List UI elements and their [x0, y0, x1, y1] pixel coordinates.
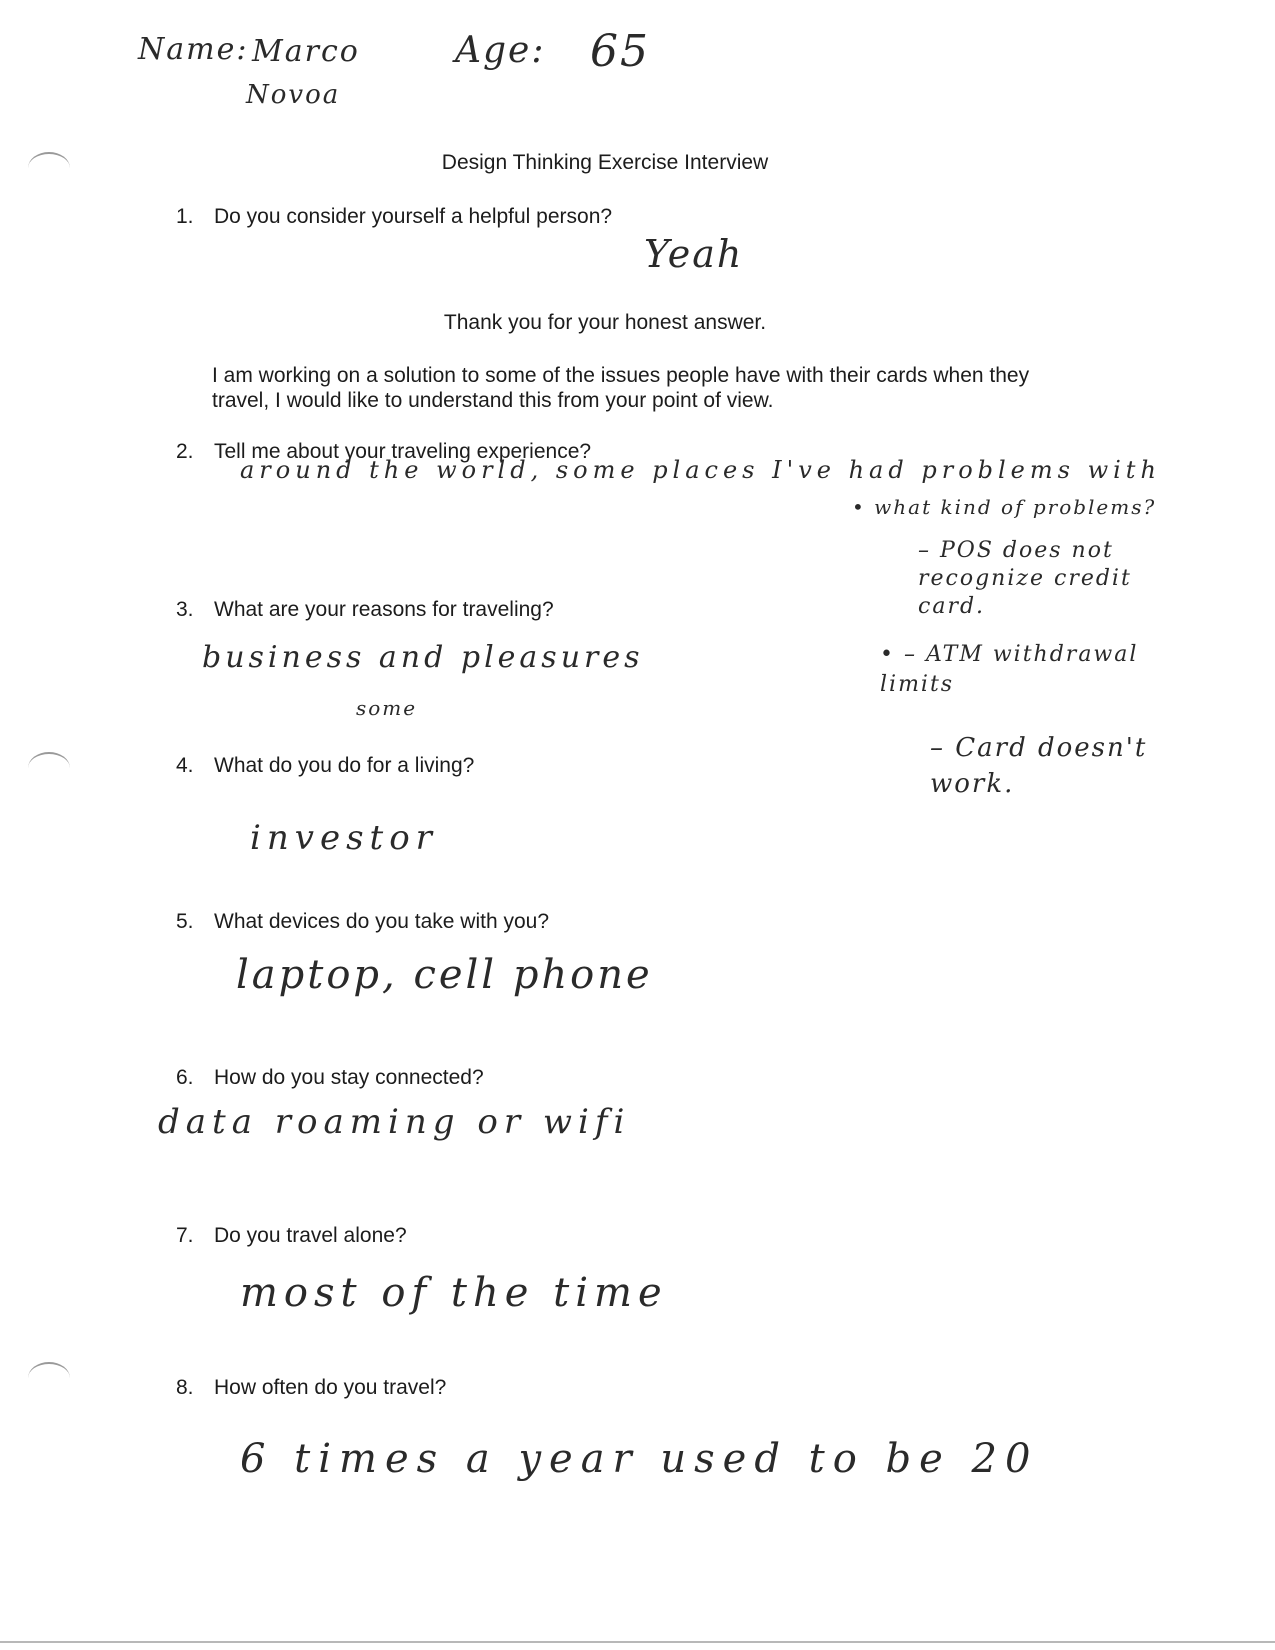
age-label: Age: — [455, 30, 546, 71]
answer-6: data roaming or wifi — [158, 1102, 631, 1142]
question-8 — [176, 1376, 446, 1400]
question-1 — [176, 205, 612, 229]
side-note-item: – Card doesn't work. — [930, 733, 1148, 799]
punch-hole-mark — [28, 1362, 70, 1394]
punch-hole-mark — [28, 752, 70, 784]
answer-8: 6 times a year used to be 20 — [240, 1436, 1039, 1482]
question-text: What devices do you take with you? — [214, 910, 550, 933]
question-number: 7. — [176, 1224, 194, 1247]
side-note-heading: • what kind of problems? — [852, 495, 1157, 519]
question-number: 3. — [176, 598, 194, 621]
intro-statement-line-2: travel, I would like to understand this from your point of view. — [212, 389, 774, 412]
answer-5: laptop, cell phone — [236, 952, 653, 998]
question-5 — [176, 910, 549, 934]
question-number: 6. — [176, 1066, 194, 1089]
intro-statement-line-1: I am working on a solution to some of the issues people have with their cards when they — [212, 364, 1030, 387]
answer-3: business and pleasures — [202, 640, 644, 675]
page-edge — [0, 1641, 1275, 1643]
answer-4: investor — [250, 818, 438, 858]
age-value: 65 — [590, 26, 650, 77]
question-6 — [176, 1066, 484, 1090]
question-number: 1. — [176, 205, 194, 228]
thanks-text: Thank you for your honest answer. — [443, 311, 767, 334]
answer-7: most of the time — [240, 1270, 668, 1316]
answer-2: around the world, some places I've had problems with — [240, 456, 1161, 484]
question-text: Tell me about your traveling experience? — [214, 440, 592, 463]
question-text: How do you stay connected? — [214, 1066, 484, 1089]
question-number: 2. — [176, 440, 194, 463]
side-note-item: – POS does not recognize credit card. — [918, 538, 1132, 619]
question-4 — [176, 754, 474, 778]
question-text: Do you travel alone? — [214, 1224, 407, 1247]
question-text: What do you do for a living? — [214, 754, 475, 777]
question-text: What are your reasons for traveling? — [214, 598, 554, 621]
answer-3-extra: some — [356, 696, 418, 720]
question-3 — [176, 598, 554, 622]
question-number: 4. — [176, 754, 194, 777]
question-7 — [176, 1224, 407, 1248]
question-number: 5. — [176, 910, 194, 933]
name-label: Name: — [138, 32, 249, 67]
name-first: Marco — [252, 34, 360, 69]
question-number: 8. — [176, 1376, 194, 1399]
answer-1: Yeah — [644, 232, 744, 276]
question-text: Do you consider yourself a helpful person? — [214, 205, 613, 228]
side-note-item: • – ATM withdrawal limits — [880, 642, 1139, 697]
name-last: Novoa — [246, 80, 341, 110]
question-text: How often do you travel? — [214, 1376, 447, 1399]
page-title: Design Thinking Exercise Interview — [441, 151, 769, 174]
